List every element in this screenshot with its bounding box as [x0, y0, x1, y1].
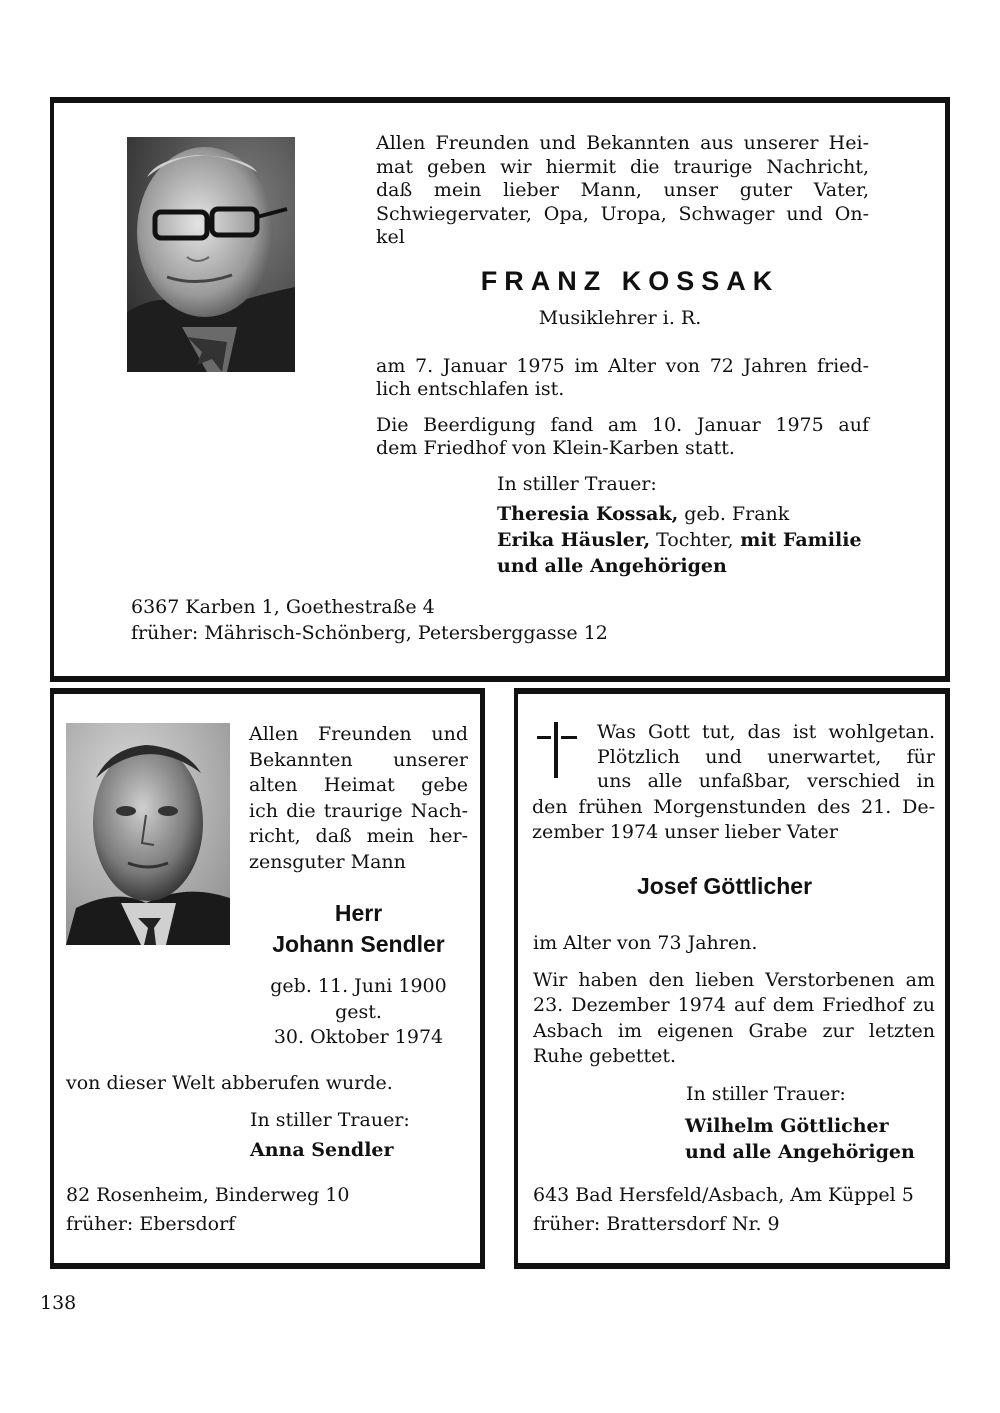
top-rule [514, 688, 950, 694]
left-rule [50, 97, 54, 682]
burial-line: Wir haben den lieben Verstorbenen am [533, 969, 935, 991]
address-former: früher: Brattersdorf Nr. 9 [533, 1213, 780, 1235]
intro-line: Was Gott tut, das ist wohlgetan. [597, 721, 935, 743]
deceased-name: Johann Sendler [272, 931, 445, 957]
death-line: am 7. Januar 1975 im Alter von 72 Jahren fried- [376, 355, 869, 377]
top-rule [50, 688, 485, 694]
intro-text [249, 722, 468, 876]
right-rule [945, 97, 950, 682]
age-text: im Alter von 73 Jahren. [533, 932, 758, 954]
intro-line: zensguter Mann [249, 850, 406, 873]
address-former: früher: Mährisch-Schönberg, Petersberggasse 12 [131, 622, 608, 644]
deceased-title: Herr [334, 900, 383, 926]
mourner-detail: Tochter, [650, 529, 734, 551]
intro-line: ich die traurige Nach- [249, 799, 468, 822]
intro-line: den frühen Morgenstunden des 21. De- [532, 796, 935, 818]
called-text: von dieser Welt abberufen wurde. [66, 1072, 393, 1094]
burial-text [533, 968, 935, 1070]
intro-full [532, 795, 935, 845]
mourner-family: mit Familie [733, 529, 862, 551]
intro-line: daß mein lieber Mann, unser guter Vater, [376, 179, 869, 202]
address-current: 82 Rosenheim, Binderweg 10 [66, 1184, 350, 1206]
mourning-label: In stiller Trauer: [250, 1109, 410, 1131]
burial-line: 23. Dezember 1974 auf dem Friedhof zu [533, 994, 935, 1017]
mourner-relatives: und alle Angehörigen [497, 555, 727, 577]
intro-line: mat geben wir hiermit die traurige Nachricht, [376, 155, 869, 178]
intro-text [376, 132, 869, 250]
deceased-name: Josef Göttlicher [636, 873, 813, 899]
portrait-photo [66, 723, 230, 945]
death-text [376, 355, 869, 401]
profession: Musiklehrer i. R. [538, 307, 702, 329]
intro-short [597, 720, 935, 794]
right-rule [945, 688, 950, 1269]
bottom-rule [514, 1263, 950, 1269]
funeral-text [376, 414, 869, 460]
intro-line: richt, daß mein her- [249, 825, 468, 848]
intro-line: kel [376, 226, 405, 249]
top-rule [50, 97, 950, 103]
funeral-line: dem Friedhof von Klein-Karben statt. [376, 437, 735, 459]
intro-line: Bekannten unserer [249, 748, 468, 771]
death-date: 30. Oktober 1974 [273, 1026, 444, 1048]
address-current: 643 Bad Hersfeld/Asbach, Am Küppel 5 [533, 1184, 914, 1206]
portrait-photo [127, 137, 295, 372]
address-former: früher: Ebersdorf [66, 1213, 236, 1235]
mourner-theresia [497, 501, 789, 527]
mourner-erika [497, 527, 862, 553]
left-rule [50, 688, 54, 1269]
mourner-wilhelm: Wilhelm Göttlicher [685, 1115, 889, 1137]
mourner-name: Erika Häusler, [497, 529, 651, 551]
cross-icon [537, 720, 577, 780]
intro-line: Schwiegervater, Opa, Uropa, Schwager und On- [376, 202, 869, 225]
left-rule [514, 688, 518, 1269]
right-rule [480, 688, 485, 1269]
birth-date: geb. 11. Juni 1900 [270, 975, 447, 997]
mourner-anna: Anna Sendler [250, 1139, 394, 1161]
intro-line: Plötzlich und unerwartet, für [597, 745, 935, 768]
address-current: 6367 Karben 1, Goethestraße 4 [131, 596, 435, 618]
mourning-label: In stiller Trauer: [686, 1083, 846, 1105]
bottom-rule [50, 1263, 485, 1269]
mourner-detail: geb. Frank [678, 503, 790, 525]
intro-line: Allen Freunden und Bekannten aus unserer Hei- [376, 132, 869, 154]
funeral-line: Die Beerdigung fand am 10. Januar 1975 auf [376, 414, 869, 436]
mourner-relatives: und alle Angehörigen [685, 1141, 915, 1163]
mourning-label: In stiller Trauer: [497, 473, 657, 495]
intro-line: uns alle unfaßbar, verschied in [597, 770, 935, 793]
bottom-rule [50, 676, 950, 682]
intro-line: Allen Freunden und [249, 723, 468, 745]
burial-line: Ruhe gebettet. [533, 1045, 677, 1068]
death-label: gest. [335, 1001, 382, 1023]
intro-line: alten Heimat gebe [249, 774, 468, 797]
intro-line: zember 1974 unser lieber Vater [532, 821, 838, 843]
burial-line: Asbach im eigenen Grabe zur letzten [533, 1019, 935, 1042]
deceased-name: FRANZ KOSSAK [480, 266, 780, 296]
death-line: lich entschlafen ist. [376, 378, 565, 400]
page-number: 138 [40, 1292, 77, 1314]
mourner-name: Theresia Kossak, [497, 503, 679, 525]
